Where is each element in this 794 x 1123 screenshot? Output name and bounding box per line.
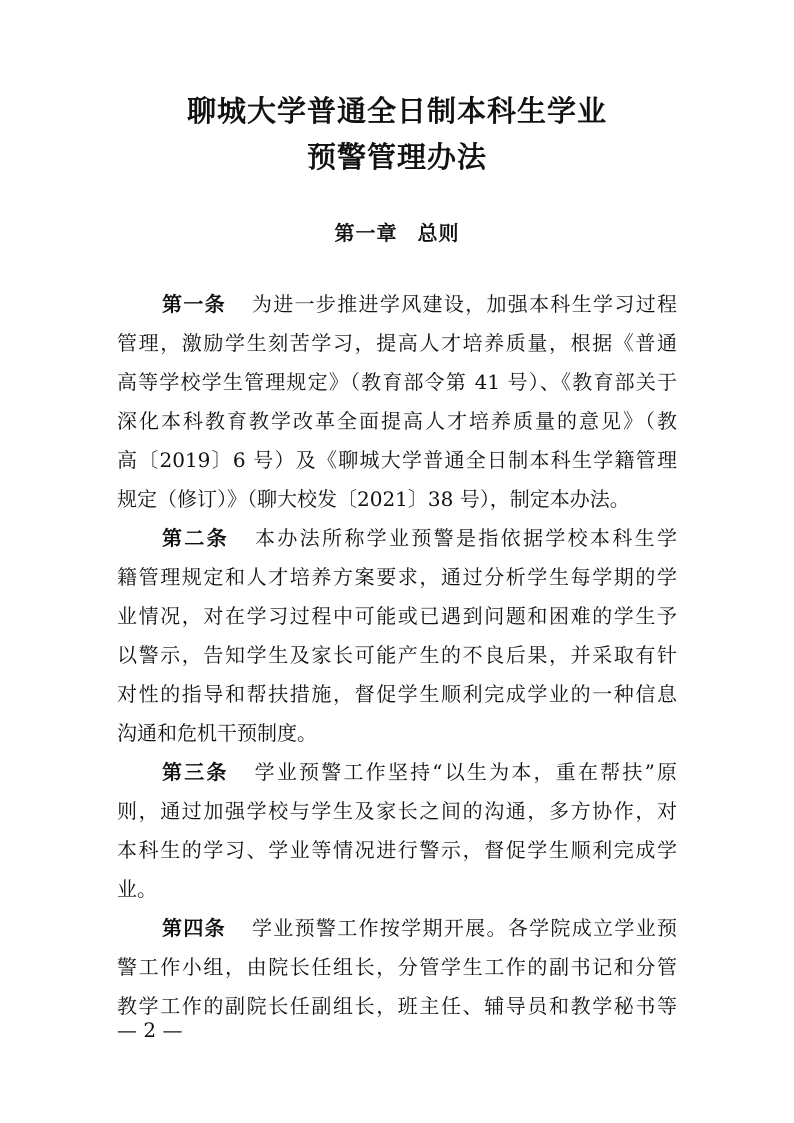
article-2-line-4: 以警示，告知学生及家长可能产生的不良后果，并采取有针	[117, 643, 677, 667]
article-3-line-3: 本科生的学习、学业等情况进行警示，督促学生顺利完成学	[117, 838, 677, 862]
chapter-number: 第一章	[334, 221, 398, 245]
article-2-line-2: 籍管理规定和人才培养方案要求，通过分析学生每学期的学	[117, 565, 677, 589]
article-1-line-1: 第一条 为进一步推进学风建设，加强本科生学习过程	[162, 292, 677, 316]
article-1-line-3: 高等学校学生管理规定》（教育部令第 41 号）、《教育部关于	[117, 370, 677, 394]
article-1-label: 第一条	[162, 292, 226, 316]
article-1-line-5: 高〔2019〕6 号）及《聊城大学普通全日制本科生学籍管理	[117, 448, 677, 472]
chapter-heading	[0, 220, 794, 246]
article-1-line-2: 管理，激励学生刻苦学习，提高人才培养质量，根据《普通	[117, 331, 677, 355]
document-title-line-1: 聊城大学普通全日制本科生学业	[186, 94, 607, 128]
article-4-label: 第四条	[162, 916, 226, 940]
article-2-line-1: 第二条 本办法所称学业预警是指依据学校本科生学	[162, 526, 677, 550]
article-1-line-6: 规定（修订）》（聊大校发〔2021〕38 号），制定本办法。	[117, 487, 630, 511]
article-3-line-4: 业。	[117, 877, 157, 901]
article-3-line-2: 则，通过加强学校与学生及家长之间的沟通，多方协作，对	[117, 799, 677, 823]
article-2-label: 第二条	[162, 526, 229, 550]
article-2-line-3: 业情况，对在学习过程中可能或已遇到问题和困难的学生予	[117, 604, 677, 628]
article-2-line-5: 对性的指导和帮扶措施，督促学生顺利完成学业的一种信息	[117, 682, 677, 706]
article-4-line-2: 警工作小组，由院长任组长，分管学生工作的副书记和分管	[117, 955, 677, 979]
article-2-line-6: 沟通和危机干预制度。	[117, 721, 317, 745]
article-4-line-1: 第四条 学业预警工作按学期开展。各学院成立学业预	[162, 916, 677, 940]
article-3-label: 第三条	[162, 760, 229, 784]
article-1-line-4: 深化本科教育教学改革全面提高人才培养质量的意见》（教	[117, 409, 677, 433]
page-number: — 2 —	[117, 1018, 183, 1042]
document-title-line-2: 预警管理办法	[306, 140, 487, 174]
article-4-line-3: 教学工作的副院长任副组长，班主任、辅导员和教学秘书等	[117, 994, 677, 1018]
article-3-line-1: 第三条 学业预警工作坚持“以生为本，重在帮扶”原	[162, 760, 677, 784]
chapter-name: 总则	[417, 221, 460, 245]
